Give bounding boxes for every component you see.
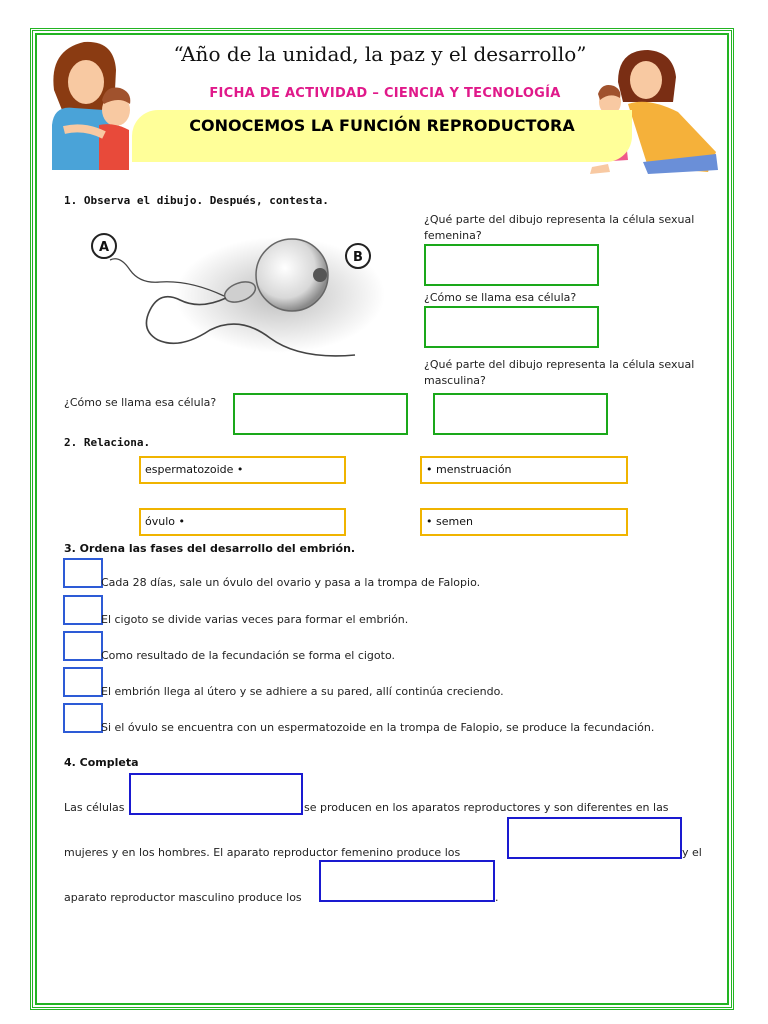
page-title: CONOCEMOS LA FUNCIÓN REPRODUCTORA [189, 116, 575, 135]
relate-right-item-1[interactable]: • menstruación [420, 456, 628, 484]
step-2: El cigoto se divide varias veces para formar el embrión. [101, 613, 409, 626]
fill-line-1-end: se producen en los aparatos reproductores y son diferentes en las [304, 801, 669, 814]
relate-left-item-2[interactable]: óvulo • [139, 508, 346, 536]
step-3: Como resultado de la fecundación se forma el cigoto. [101, 649, 395, 662]
question-cell-name-1: ¿Cómo se llama esa célula? [424, 291, 577, 304]
step-4: El embrión llega al útero y se adhiere a su pared, allí continúa creciendo. [101, 685, 504, 698]
relate-right-item-2[interactable]: • semen [420, 508, 628, 536]
order-box-3[interactable] [63, 631, 103, 661]
section1-heading: 1. Observa el dibujo. Después, contesta. [64, 194, 329, 207]
step-5: Si el óvulo se encuentra con un espermatozoide en la trompa de Falopio, se produce la fecundación. [101, 721, 655, 734]
fill-line-2-start: mujeres y en los hombres. El aparato reproductor femenino produce los [64, 846, 461, 859]
section3-heading: 3. Ordena las fases del desarrollo del embrión. [64, 542, 356, 555]
order-box-2[interactable] [63, 595, 103, 625]
relate-left-item-1[interactable]: espermatozoide • [139, 456, 346, 484]
order-box-1[interactable] [63, 558, 103, 588]
question-male-cell: ¿Qué parte del dibujo representa la célula sexual masculina? [424, 358, 695, 387]
fill-blank-2[interactable] [507, 817, 682, 859]
question-female-cell: ¿Qué parte del dibujo representa la célula sexual femenina? [424, 213, 695, 242]
order-box-4[interactable] [63, 667, 103, 697]
motto: “Año de la unidad, la paz y el desarrollo” [173, 42, 587, 66]
order-box-5[interactable] [63, 703, 103, 733]
fill-line-1-start: Las células [64, 801, 125, 814]
fill-line-3-end: . [495, 891, 499, 904]
label-a: A [98, 240, 110, 255]
fill-line-3-start: aparato reproductor masculino produce los [64, 891, 302, 904]
section4-heading: 4. Completa [64, 756, 139, 769]
answer-female-part-box[interactable] [424, 244, 599, 286]
label-b: B [353, 250, 363, 265]
mother-child-illustration-left [44, 30, 134, 170]
fill-blank-1[interactable] [129, 773, 303, 815]
step-1: Cada 28 días, sale un óvulo del ovario y pasa a la trompa de Falopio. [101, 576, 481, 589]
fill-line-2-end: y el [682, 846, 702, 859]
answer-female-name-box[interactable] [424, 306, 599, 348]
sperm-ovum-drawing [80, 220, 390, 370]
answer-male-part-box[interactable] [433, 393, 608, 435]
answer-male-name-box[interactable] [233, 393, 408, 435]
question-cell-name-2: ¿Cómo se llama esa célula? [64, 396, 217, 409]
fill-blank-3[interactable] [319, 860, 495, 902]
activity-subtitle: FICHA DE ACTIVIDAD – CIENCIA Y TECNOLOGÍA [209, 86, 561, 101]
section2-heading: 2. Relaciona. [64, 436, 151, 449]
